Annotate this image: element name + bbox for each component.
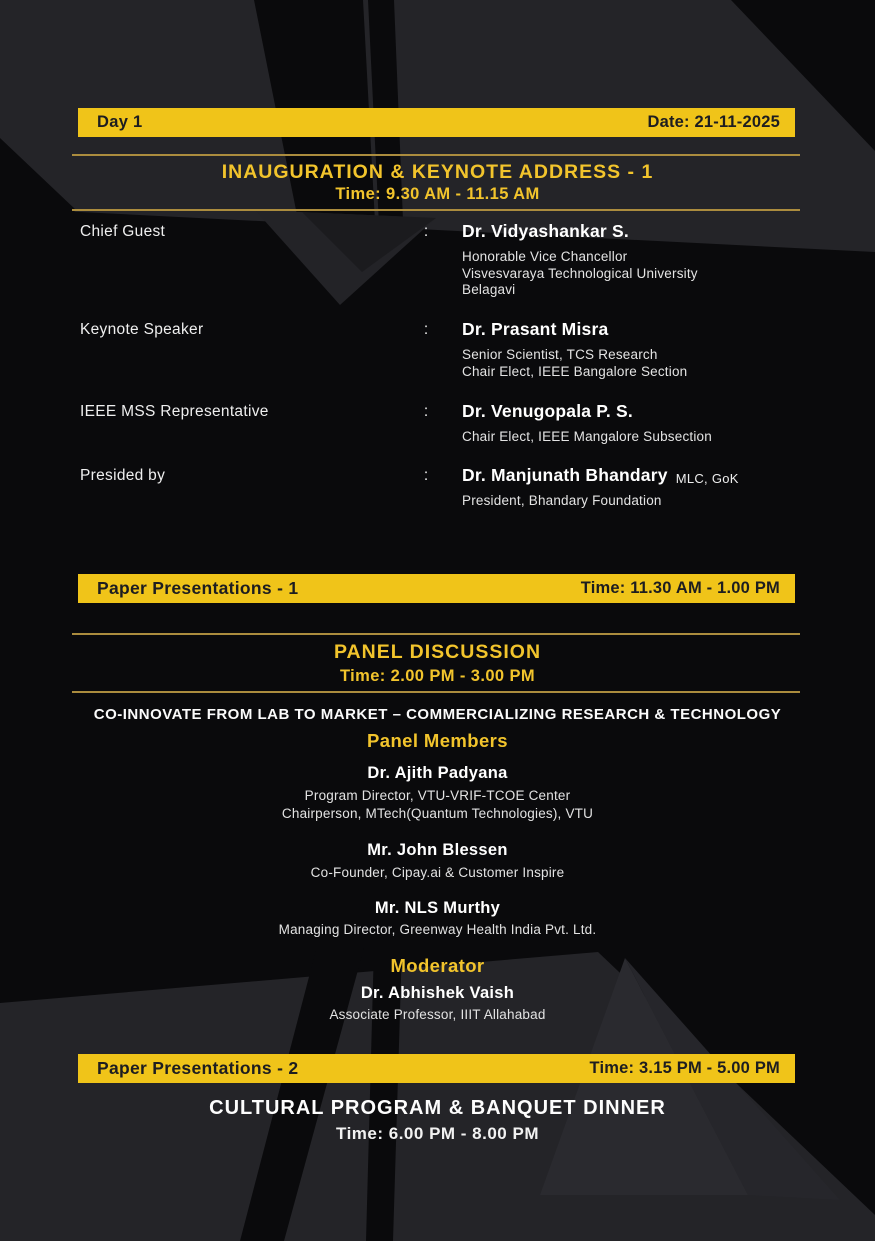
guest-detail-line: Belagavi: [462, 282, 516, 297]
guest-detail-line: Visvesvaraya Technological University: [462, 265, 698, 281]
guest-role-label: Keynote Speaker: [80, 321, 204, 338]
divider-line: [72, 691, 800, 693]
divider-line: [72, 154, 800, 156]
paper-presentations-1-title: Paper Presentations - 1: [97, 578, 299, 598]
cultural-program-title: CULTURAL PROGRAM & BANQUET DINNER: [209, 1097, 666, 1119]
cultural-program-time: Time: 6.00 PM - 8.00 PM: [336, 1124, 539, 1143]
paper-presentations-2-bar: [78, 1054, 795, 1083]
guest-detail-line: Senior Scientist, TCS Research: [462, 347, 658, 362]
guest-name-text: Dr. Manjunath Bhandary: [462, 465, 668, 485]
inauguration-time: Time: 9.30 AM - 11.15 AM: [335, 185, 540, 203]
panel-member-detail: Managing Director, Greenway Health India Pvt. Ltd.: [278, 922, 597, 937]
colon-separator: :: [423, 223, 429, 240]
guest-name: Dr. Venugopala P. S.: [462, 401, 633, 421]
panel-member-detail: Co-Founder, Cipay.ai & Customer Inspire: [310, 865, 565, 880]
guest-details: [462, 493, 862, 510]
paper-presentations-2-time: Time: 3.15 PM - 5.00 PM: [589, 1059, 780, 1077]
panel-member-name: Mr. John Blessen: [367, 841, 508, 859]
moderator-detail: Associate Professor, IIIT Allahabad: [329, 1007, 546, 1022]
guest-details: [462, 249, 862, 299]
guest-name: Dr. Vidyashankar S.: [462, 221, 629, 241]
guest-role-label: Chief Guest: [80, 223, 166, 240]
moderator-name: Dr. Abhishek Vaish: [360, 984, 515, 1002]
panel-members-heading: Panel Members: [367, 730, 508, 751]
inauguration-title: INAUGURATION & KEYNOTE ADDRESS - 1: [221, 161, 654, 183]
guest-detail-line: President, Bhandary Foundation: [462, 493, 662, 508]
guest-detail-line: Honorable Vice Chancellor: [462, 249, 628, 264]
paper-presentations-1-bar: [78, 574, 795, 603]
guest-details: [462, 347, 862, 380]
paper-presentations-1-time: Time: 11.30 AM - 1.00 PM: [580, 579, 780, 597]
panel-discussion-title: PANEL DISCUSSION: [333, 641, 542, 663]
panel-member-detail: Program Director, VTU-VRIF-TCOE Center: [304, 788, 571, 803]
guest-detail-line: Chair Elect, IEEE Mangalore Subsection: [462, 429, 712, 444]
guest-name: Dr. Prasant Misra: [462, 319, 609, 339]
guest-role-label: IEEE MSS Representative: [80, 403, 269, 420]
guest-name-suffix: MLC, GoK: [675, 471, 739, 486]
colon-separator: :: [423, 321, 429, 338]
panel-member-name: Dr. Ajith Padyana: [367, 764, 508, 782]
day-label: Day 1: [97, 113, 143, 131]
colon-separator: :: [423, 403, 429, 420]
panel-topic: CO-INNOVATE FROM LAB TO MARKET – COMMERCIALIZING RESEARCH & TECHNOLOGY: [93, 706, 782, 723]
divider-line: [72, 209, 800, 211]
day-header-bar: [78, 108, 795, 137]
guest-details: [462, 429, 862, 446]
guest-role-label: Presided by: [80, 467, 166, 484]
paper-presentations-2-title: Paper Presentations - 2: [97, 1058, 299, 1078]
guest-name: [462, 465, 862, 486]
panel-member-detail: Chairperson, MTech(Quantum Technologies), VTU: [281, 806, 594, 821]
panel-discussion-time: Time: 2.00 PM - 3.00 PM: [339, 667, 536, 685]
panel-member-name: Mr. NLS Murthy: [374, 899, 501, 917]
colon-separator: :: [423, 467, 429, 484]
moderator-heading: Moderator: [390, 955, 485, 976]
guest-detail-line: Chair Elect, IEEE Bangalore Section: [462, 363, 688, 379]
date-label: Date: 21-11-2025: [647, 113, 780, 131]
divider-line: [72, 633, 800, 635]
